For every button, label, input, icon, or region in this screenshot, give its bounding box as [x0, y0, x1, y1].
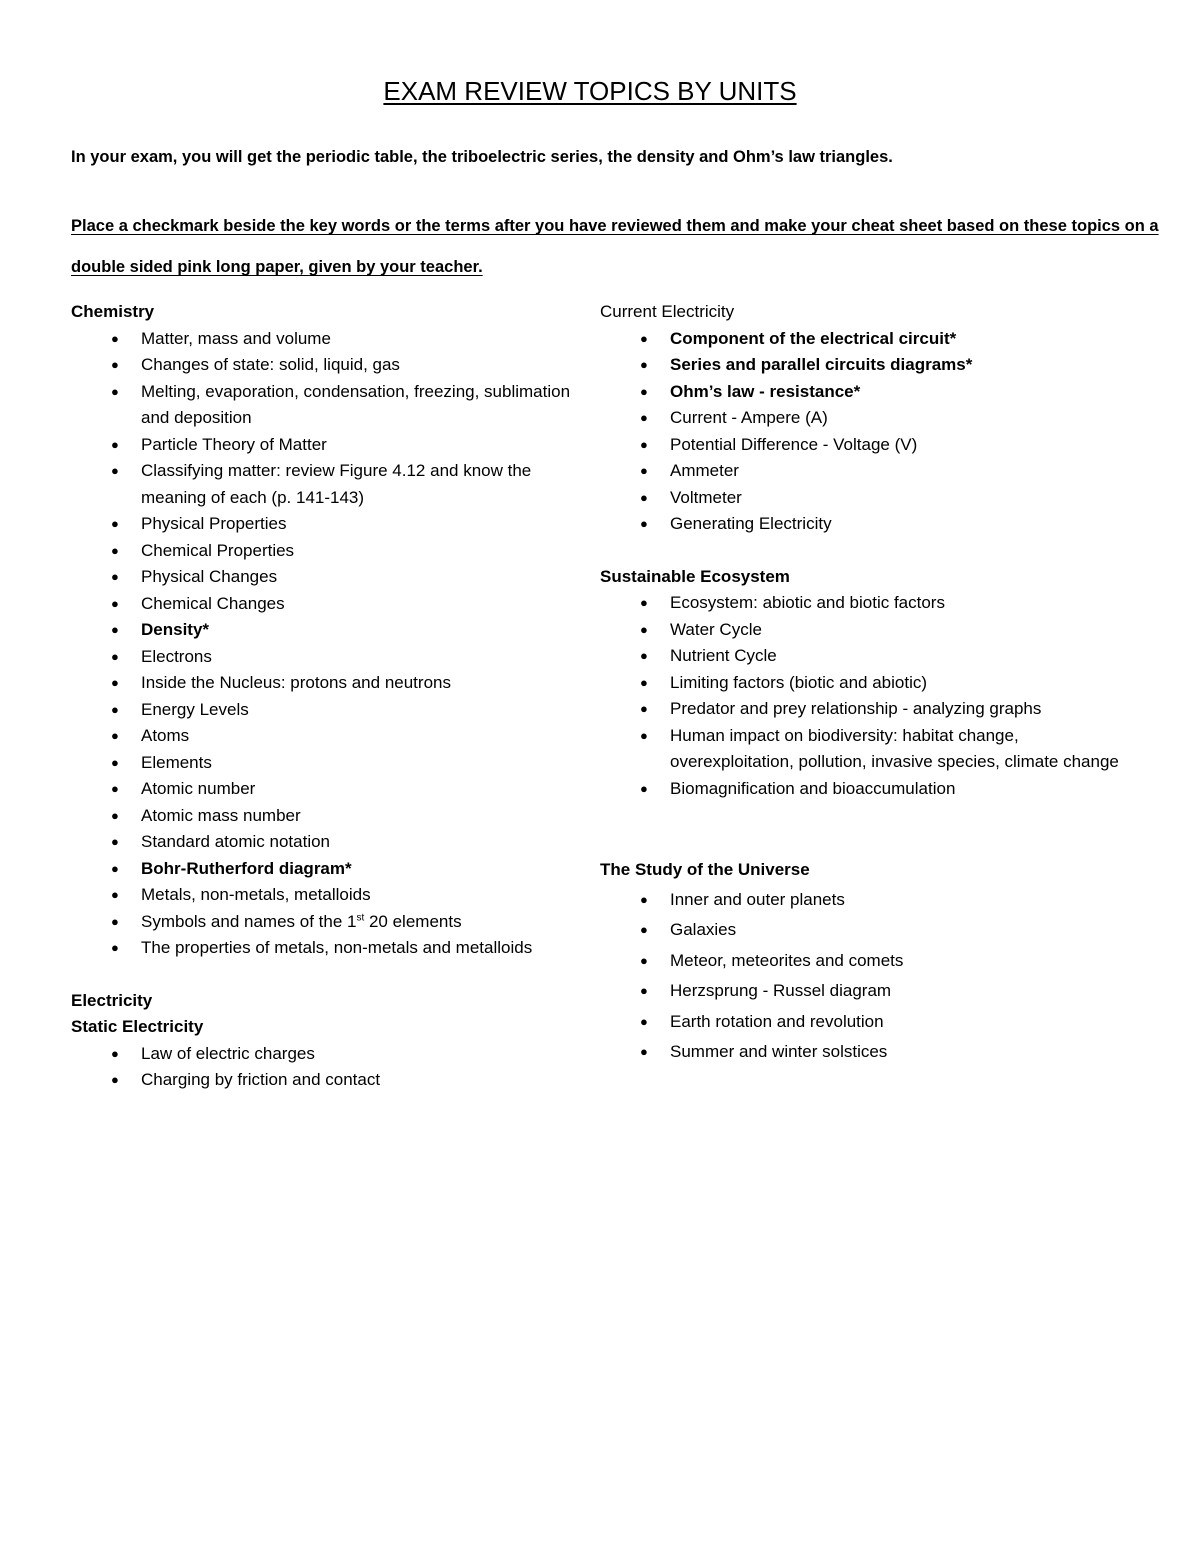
list-item-text: Bohr-Rutherford diagram*: [141, 858, 352, 878]
list-item: [71, 856, 576, 883]
bullet-icon: ●: [640, 1044, 648, 1060]
right-column: [600, 299, 1120, 1067]
list-item-text: Atoms: [141, 726, 190, 745]
list-item: [71, 591, 576, 618]
list-item-text: Chemical Changes: [141, 593, 285, 613]
list-item: [600, 590, 1120, 617]
bullet-icon: ●: [640, 330, 648, 346]
list-item-text: Standard atomic notation: [141, 832, 331, 851]
bullet-icon: ●: [640, 648, 648, 663]
list-item: [71, 379, 576, 432]
bullet-icon: ●: [111, 675, 119, 690]
list-item: [71, 750, 576, 777]
list-item: [71, 511, 576, 538]
universe-list: [600, 885, 1120, 1067]
list-item: [71, 564, 576, 591]
list-item-text: Human impact on biodiversity: habitat change, overexploitation, pollution, invasive species, climate change: [670, 725, 1119, 771]
list-item-text: Meteor, meteorites and comets: [670, 950, 904, 970]
list-item: [600, 696, 1120, 723]
list-item-text: Changes of state: solid, liquid, gas: [141, 355, 400, 374]
list-item-text: Water Cycle: [670, 619, 762, 639]
list-item-text: Ammeter: [670, 461, 739, 480]
list-item: [71, 458, 576, 511]
bullet-icon: ●: [111, 463, 119, 478]
bullet-icon: ●: [111, 357, 119, 372]
bullet-icon: ●: [111, 887, 119, 902]
list-item-text: Potential Difference - Voltage (V): [670, 434, 918, 454]
instruction-text: Place a checkmark beside the key words or the terms after you have reviewed them and make your cheat sheet based on these topics on a double sided pink long paper, given by your teacher.: [71, 217, 1159, 276]
list-item-text: Voltmeter: [670, 487, 742, 507]
list-item-text: Ecosystem: abiotic and biotic factors: [670, 593, 945, 612]
list-item: [71, 432, 576, 459]
list-item-text: Ohm’s law - resistance*: [670, 381, 861, 401]
list-item: [71, 670, 576, 697]
bullet-icon: ●: [640, 357, 648, 372]
list-item-text: Symbols and names of the 1st 20 elements: [141, 911, 462, 931]
ordinal-suffix: st: [356, 911, 365, 923]
list-item-text: Nutrient Cycle: [670, 646, 777, 665]
list-item: [71, 882, 576, 909]
list-item-text: Earth rotation and revolution: [670, 1011, 884, 1031]
current-electricity-heading: Current Electricity: [600, 302, 735, 321]
list-item-text: Predator and prey relationship - analyzing graphs: [670, 699, 1042, 718]
list-item: [71, 617, 576, 644]
list-item: [600, 617, 1120, 644]
bullet-icon: ●: [640, 383, 648, 399]
list-item-text: Electrons: [141, 646, 212, 666]
list-item-text: Herzsprung - Russel diagram: [670, 981, 892, 1001]
list-item: [600, 643, 1120, 670]
bullet-icon: ●: [111, 781, 119, 796]
list-item-text: Inside the Nucleus: protons and neutrons: [141, 673, 451, 692]
list-item-text: Atomic number: [141, 779, 256, 798]
bullet-icon: ●: [640, 516, 648, 531]
list-item-text: Melting, evaporation, condensation, freezing, sublimation and deposition: [141, 381, 571, 427]
list-item: [71, 352, 576, 379]
list-item: [71, 697, 576, 724]
chemistry-heading: Chemistry: [71, 302, 155, 321]
list-item-text: Density*: [141, 620, 210, 639]
static-electricity-heading: Static Electricity: [71, 1017, 204, 1036]
bullet-icon: ●: [111, 807, 119, 823]
bullet-icon: ●: [640, 595, 648, 610]
bullet-icon: ●: [111, 436, 119, 452]
list-item-text: Particle Theory of Matter: [141, 434, 327, 454]
bullet-icon: ●: [111, 860, 119, 876]
page-title: EXAM REVIEW TOPICS BY UNITS: [383, 76, 797, 106]
list-item-text: Biomagnification and bioaccumulation: [670, 778, 956, 798]
bullet-icon: ●: [640, 727, 648, 743]
bullet-icon: ●: [640, 436, 648, 452]
list-item-text: Series and parallel circuits diagrams*: [670, 355, 973, 374]
universe-heading: The Study of the Universe: [600, 860, 810, 879]
list-item: [600, 458, 1120, 485]
list-item: [71, 803, 576, 830]
list-item: [71, 723, 576, 750]
chemistry-list: [71, 326, 576, 962]
list-item-text: Law of electric charges: [141, 1043, 315, 1063]
list-item-text: Limiting factors (biotic and abiotic): [670, 672, 928, 692]
list-item-text: Charging by friction and contact: [141, 1070, 381, 1089]
list-item-text: Atomic mass number: [141, 805, 301, 825]
list-item-text: Physical Properties: [141, 514, 287, 533]
list-item: [600, 776, 1120, 803]
list-item-text: Current - Ampere (A): [670, 408, 828, 427]
list-item-text: Summer and winter solstices: [670, 1042, 888, 1062]
list-item: [71, 909, 576, 936]
bullet-icon: ●: [640, 410, 648, 425]
bullet-icon: ●: [111, 1045, 119, 1061]
bullet-icon: ●: [640, 983, 648, 999]
list-item: [71, 1041, 576, 1068]
list-item-text: Galaxies: [670, 920, 737, 940]
static-electricity-list: [71, 1041, 576, 1094]
list-item: [600, 405, 1120, 432]
list-item-text: Matter, mass and volume: [141, 328, 331, 348]
list-item: [600, 1037, 1120, 1067]
bullet-icon: ●: [111, 383, 119, 399]
bullet-icon: ●: [640, 1013, 648, 1029]
bullet-icon: ●: [111, 701, 119, 717]
list-item-text: Inner and outer planets: [670, 890, 845, 909]
bullet-icon: ●: [111, 648, 119, 664]
list-item-text: Chemical Properties: [141, 540, 295, 560]
list-item: [600, 976, 1120, 1006]
bullet-icon: ●: [111, 1072, 119, 1087]
bullet-icon: ●: [111, 913, 119, 929]
list-item: [600, 885, 1120, 915]
bullet-icon: ●: [640, 922, 648, 938]
bullet-icon: ●: [111, 542, 119, 558]
list-item-text: Elements: [141, 752, 212, 772]
bullet-icon: ●: [111, 516, 119, 531]
list-item: [600, 485, 1120, 512]
list-item: [600, 511, 1120, 538]
list-item-text: Generating Electricity: [670, 514, 832, 533]
bullet-icon: ●: [640, 621, 648, 637]
list-item-text: Physical Changes: [141, 567, 278, 586]
list-item: [600, 379, 1120, 406]
list-item-text: Metals, non-metals, metalloids: [141, 885, 371, 904]
bullet-icon: ●: [640, 952, 648, 968]
list-item: [71, 538, 576, 565]
list-item-text: The properties of metals, non-metals and metalloids: [141, 938, 533, 957]
list-item: [71, 644, 576, 671]
bullet-icon: ●: [111, 754, 119, 770]
bullet-icon: ●: [111, 622, 119, 637]
list-item: [71, 935, 576, 962]
bullet-icon: ●: [111, 834, 119, 849]
list-item: [600, 723, 1120, 776]
list-item: [600, 326, 1120, 353]
list-item: [600, 432, 1120, 459]
list-item: [600, 352, 1120, 379]
ecosystem-heading: Sustainable Ecosystem: [600, 566, 790, 586]
bullet-icon: ●: [111, 940, 119, 955]
list-item: [600, 915, 1120, 945]
electricity-heading: Electricity: [71, 990, 153, 1010]
list-item: [71, 1067, 576, 1094]
list-item: [71, 776, 576, 803]
bullet-icon: ●: [640, 701, 648, 716]
bullet-icon: ●: [640, 463, 648, 478]
bullet-icon: ●: [111, 569, 119, 584]
bullet-icon: ●: [111, 330, 119, 346]
list-item-text: Classifying matter: review Figure 4.12 and know the meaning of each (p. 141-143): [141, 461, 532, 507]
intro-text: In your exam, you will get the periodic table, the triboelectric series, the density and Ohm’s law triangles.: [71, 148, 893, 166]
bullet-icon: ●: [111, 728, 119, 743]
bullet-icon: ●: [111, 595, 119, 611]
list-item: [71, 326, 576, 353]
list-item-text: Component of the electrical circuit*: [670, 328, 957, 348]
bullet-icon: ●: [640, 489, 648, 505]
list-item: [600, 946, 1120, 976]
bullet-icon: ●: [640, 780, 648, 796]
list-item-text: Energy Levels: [141, 699, 249, 719]
current-electricity-list: [600, 326, 1120, 538]
ecosystem-list: [600, 590, 1120, 802]
list-item: [71, 829, 576, 856]
left-column: [71, 299, 576, 1094]
list-item: [600, 670, 1120, 697]
bullet-icon: ●: [640, 674, 648, 690]
list-item: [600, 1007, 1120, 1037]
bullet-icon: ●: [640, 892, 648, 907]
